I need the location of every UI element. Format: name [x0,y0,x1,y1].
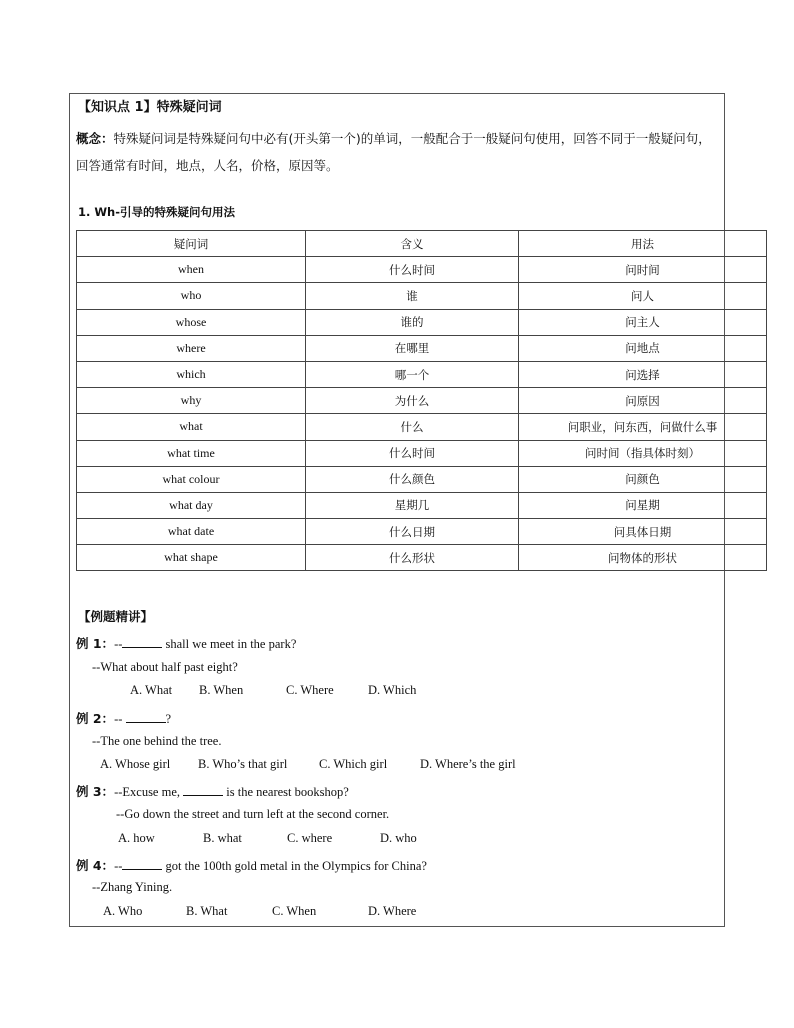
question-prefix: -- [114,859,123,873]
usage-cell: 问时间（指具体时刻） [519,440,767,466]
example-4-answer: --Zhang Yining. [92,880,173,894]
example-1-answer: --What about half past eight? [92,660,238,674]
usage-cell: 问原因 [519,388,767,414]
option: B. Who’s that girl [198,757,288,771]
word-cell: what date [77,519,306,545]
answer-blank [183,784,223,796]
word-cell: who [77,283,306,309]
example-3-question [76,782,349,800]
option: A. Whose girl [100,757,171,771]
option: D. Where [368,904,417,918]
example-label: 例 4： [76,858,115,873]
table-row [77,519,767,545]
knowledge-point-title: 【知识点 1】特殊疑问词 [78,100,222,115]
option: D. Where’s the girl [420,757,516,771]
question-text: got the 100th gold metal in the Olympics for China? [162,859,427,873]
table-row [77,309,767,335]
question-prefix: -- [114,712,126,726]
meaning-cell: 什么时间 [306,440,519,466]
table-row [77,257,767,283]
meaning-cell: 谁的 [306,309,519,335]
concept-label: 概念： [76,131,114,146]
question-prefix: -- [114,637,123,651]
option: C. where [287,831,333,845]
header-cell: 含义 [306,231,519,257]
usage-cell: 问地点 [519,335,767,361]
option: C. Which girl [319,757,388,771]
word-cell: what shape [77,545,306,571]
usage-cell: 问物体的形状 [519,545,767,571]
usage-cell: 问人 [519,283,767,309]
meaning-cell: 什么形状 [306,545,519,571]
usage-cell: 问星期 [519,492,767,518]
table-row [77,335,767,361]
example-label: 例 2： [76,711,115,726]
word-cell: when [77,257,306,283]
option: A. What [130,683,173,697]
option: D. who [380,831,417,845]
example-label: 例 3： [76,784,115,799]
word-cell: where [77,335,306,361]
answer-blank [122,858,162,870]
question-text: is the nearest bookshop? [223,785,349,799]
table-header-row [77,231,767,257]
word-cell: whose [77,309,306,335]
option: B. what [203,831,242,845]
usage-cell: 问选择 [519,361,767,387]
word-cell: what [77,414,306,440]
option: B. When [199,683,244,697]
question-prefix: --Excuse me, [114,785,184,799]
table-row [77,414,767,440]
header-cell: 疑问词 [77,231,306,257]
example-3-answer: --Go down the street and turn left at the second corner. [116,807,390,821]
meaning-cell: 什么颜色 [306,466,519,492]
answer-blank [126,711,166,723]
usage-cell: 问颜色 [519,466,767,492]
table-row [77,545,767,571]
examples-heading: 【例题精讲】 [78,609,154,624]
word-cell: what day [77,492,306,518]
concept-text: 特殊疑问词是特殊疑问句中必有(开头第一个)的单词，一般配合于一般疑问句使用，回答不同于一般疑问句，回答通常有时间，地点，人名，价格，原因等。 [76,131,711,173]
option: D. Which [368,683,417,697]
word-cell: what colour [77,466,306,492]
table-row [77,492,767,518]
meaning-cell: 在哪里 [306,335,519,361]
option: B. What [186,904,228,918]
option: C. Where [286,683,334,697]
example-4-question [76,856,427,874]
header-cell: 用法 [519,231,767,257]
example-1-question [76,634,296,652]
word-cell: what time [77,440,306,466]
option: A. Who [103,904,143,918]
answer-blank [122,636,162,648]
example-label: 例 1： [76,636,115,651]
concept-paragraph [76,125,716,179]
meaning-cell: 为什么 [306,388,519,414]
table-row [77,388,767,414]
meaning-cell: 星期几 [306,492,519,518]
table-row [77,466,767,492]
meaning-cell: 谁 [306,283,519,309]
table-row [77,361,767,387]
usage-cell: 问主人 [519,309,767,335]
word-cell: why [77,388,306,414]
meaning-cell: 什么日期 [306,519,519,545]
question-text: ? [165,712,172,726]
usage-cell: 问具体日期 [519,519,767,545]
usage-cell: 问职业，问东西，问做什么事 [519,414,767,440]
question-text: shall we meet in the park? [162,637,297,651]
usage-cell: 问时间 [519,257,767,283]
example-2-answer: --The one behind the tree. [92,734,222,748]
question-word-table [76,230,767,571]
option: A. how [118,831,155,845]
example-2-question [76,709,171,727]
meaning-cell: 哪一个 [306,361,519,387]
section-heading: 1. Wh-引导的特殊疑问句用法 [78,205,236,219]
meaning-cell: 什么 [306,414,519,440]
table-row [77,283,767,309]
meaning-cell: 什么时间 [306,257,519,283]
table-row [77,440,767,466]
option: C. When [272,904,317,918]
word-cell: which [77,361,306,387]
